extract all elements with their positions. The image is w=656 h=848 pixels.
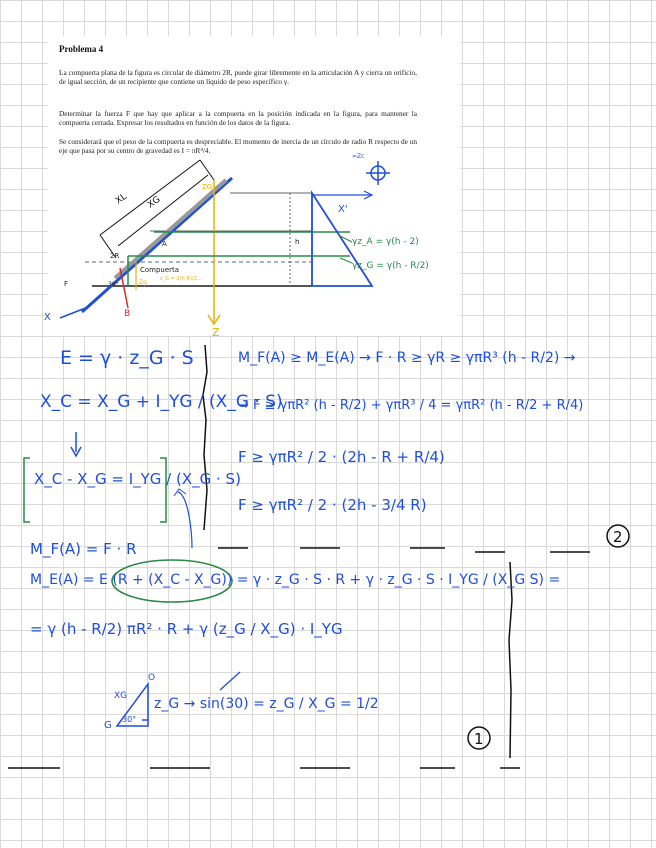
label-zg: ZG — [202, 183, 213, 191]
problem-paragraph-1: La compuerta plana de la figura es circular de diámetro 2R, puede girar libremente en la articulación A y cierra un orificio, de igual sección, de un recipiente que contiene un líquido de peso específico γ. — [59, 68, 417, 86]
marker-2-label: 2 — [613, 528, 623, 546]
left-eq-5: M_E(A) = E (R + (X_C - X_G)) = γ · z_G · S · R + γ · z_G · S · I_YG / (X_G S) = — [30, 572, 561, 588]
label-zg-expr: z_G = 2(h-R)/2... — [160, 276, 202, 282]
label-zg-small: Zg — [139, 279, 147, 286]
label-2R: 2R — [110, 252, 120, 260]
label-angle: 30° — [108, 281, 119, 288]
label-x-axis: X — [44, 312, 51, 323]
trig-label-o: O — [148, 673, 156, 683]
trig-label-angle: 30° — [122, 715, 137, 724]
formula-gamma-g: γz_G = γ(h - R/2) — [352, 261, 429, 271]
left-eq-3: X_C - X_G = I_YG / (X_G · S) — [34, 470, 241, 488]
marker-1-label: 1 — [474, 730, 484, 748]
left-eq-2: X_C = X_G + I_YG / (X_G · S) — [40, 392, 283, 412]
label-F: F — [64, 280, 69, 288]
centroid-symbol — [366, 161, 390, 185]
label-b: B — [124, 309, 131, 319]
problem-paragraph-2: Determinar la fuerza F que hay que aplicar a la compuerta en la posición indicada en la figura, para mantener la compuerta cerrada. Expresar los resultados en función de los datos de la figura. — [59, 109, 417, 127]
formula-gamma-a: γz_A = γ(h - 2) — [352, 237, 419, 247]
label-z-axis: Z — [212, 326, 220, 339]
right-eq-2: → F ≥ γπR² (h - R/2) + γπR³ / 4 = γπR² (h - R/2 + R/4) — [238, 398, 584, 413]
left-eq-1: E = γ · z_G · S — [60, 347, 194, 369]
label-compuerta: Compuerta — [140, 266, 180, 274]
label-h: h — [295, 238, 300, 246]
problem-title: Problema 4 — [59, 44, 104, 54]
left-trig: z_G → sin(30) = z_G / X_G = 1/2 — [154, 696, 379, 712]
right-eq-4: F ≥ γπR² / 2 · (2h - 3/4 R) — [238, 496, 427, 514]
label-xl: XL — [113, 191, 129, 207]
right-eq-1: M_F(A) ≥ M_E(A) → F · R ≥ γR ≥ γπR³ (h - R/2) → — [238, 350, 576, 366]
label-x-prime: X' — [338, 204, 348, 215]
left-eq-6: = γ (h - R/2) πR² · R + γ (z_G / X_G) · I_YG — [30, 620, 343, 638]
boxed-eq-bracket — [24, 458, 166, 522]
label-A: A — [162, 240, 167, 248]
trig-label-g: G — [104, 720, 112, 731]
left-eq-4: M_F(A) = F · R — [30, 540, 137, 558]
gate-line — [60, 178, 232, 318]
label-xg: XG — [145, 194, 163, 211]
trig-label-xg: XG — [114, 691, 128, 701]
label-z-top: =Zc — [352, 153, 365, 160]
column-divider — [203, 345, 207, 530]
right-eq-3: F ≥ γπR² / 2 · (2h - R + R/4) — [238, 448, 445, 466]
problem-paragraph-3: Se considerará que el peso de la compuerta es despreciable. El momento de inercia de un círculo de radio R respecto de un eje que pasa por su centro de gravedad es I = πR⁴/4. — [59, 137, 418, 155]
